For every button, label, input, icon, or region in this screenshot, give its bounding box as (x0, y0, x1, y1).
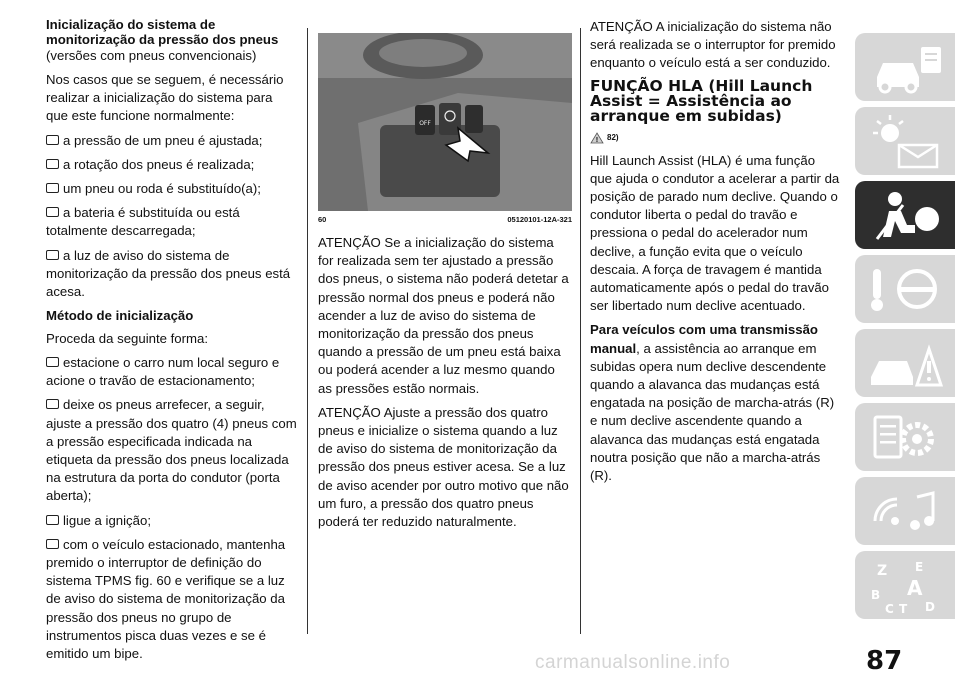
bullet-icon (46, 183, 59, 193)
tab-car-info[interactable] (855, 33, 955, 101)
list-item: estacione o carro num local seguro e acione o travão de estacionamento; (46, 354, 280, 389)
bullet-icon (46, 539, 59, 549)
bullet-icon (46, 515, 59, 525)
list-item: com o veículo estacionado, mantenha premido o interruptor de definição do sistema TPMS fig. 60 e verifique se a luz de aviso do sistema de monitorização da pressão dos pneus no grupo de instrumentos pisca duas vezes e se é emitido um bipe. (46, 536, 286, 661)
figure-caption (318, 215, 572, 224)
section-heading: Inicialização do sistema de monitorização da pressão dos pneus (46, 17, 279, 47)
manual-heading: Para veículos com uma transmissão manual (590, 322, 818, 356)
key-steering-icon (855, 255, 955, 323)
list-item: ligue a ignição; (46, 512, 298, 530)
bullet-icon (46, 207, 59, 217)
index-icon (855, 551, 955, 619)
warning-reference: ! 82) (590, 132, 840, 144)
column-2 (318, 33, 572, 537)
tab-maintenance[interactable] (855, 403, 955, 471)
tab-warning-lights[interactable] (855, 107, 955, 175)
switch-panel-illustration (318, 33, 572, 211)
emergency-icon (855, 329, 955, 397)
tab-starting-driving[interactable] (855, 255, 955, 323)
manual-transmission-text: Para veículos com uma transmissão manual, a assistência ao arranque em subidas opera num declive descendente quando a alavanca das mudanças está engatada na posição de marcha-atrás (R) e num declive ascendente quando a alavanca das mudanças está engatada noutra posição que não a marcha-atrás (R). (590, 322, 835, 484)
bullet-icon (46, 159, 59, 169)
list-item: a bateria é substituída ou está totalmente descarregada; (46, 205, 240, 239)
figure-number: 60 (318, 215, 327, 224)
page-number: 87 (866, 646, 903, 676)
off-label: OFF (419, 120, 431, 127)
list-item: um pneu ou roda é substituído(a); (46, 180, 298, 198)
media-icon (855, 477, 955, 545)
figure-code: 05120101-12A-321 (507, 215, 572, 224)
column-1 (46, 18, 298, 669)
method-intro: Proceda da seguinte forma: (46, 330, 209, 346)
intro-text: Nos casos que se seguem, é necessário realizar a inicialização do sistema para que este funcione normalmente: (46, 72, 284, 124)
svg-text:D: D (925, 600, 935, 614)
attention-paragraph: ATENÇÃO Ajuste a pressão dos quatro pneus e inicialize o sistema quando a luz de aviso do sistema de monitorização da pressão dos pneus estiver acesa. Se a luz de aviso acender por outro motivo que não um furo, a pressão dos quatro pneus poderá ter reduzido naturalmente. (318, 404, 569, 530)
warning-triangle-icon (590, 132, 604, 144)
column-3 (590, 18, 840, 491)
method-heading: Método de inicialização (46, 308, 194, 324)
svg-text:A: A (907, 576, 923, 600)
tab-emergency[interactable] (855, 329, 955, 397)
dashboard-switch-photo (318, 33, 572, 211)
tab-multimedia[interactable] (855, 477, 955, 545)
bullet-icon (46, 357, 59, 367)
attention-paragraph: ATENÇÃO Se a inicialização do sistema for realizada sem ter ajustado a pressão dos pneus, o sistema não poderá detetar a pressão normal dos pneus e poderá não acender a luz de aviso do sistema de monitorização da pressão dos pneus quando a pressão de um pneu está baixa ou poderá acender a luz mesmo quando as pressões estão normais. (318, 235, 569, 396)
service-gears-icon (855, 403, 955, 471)
bullet-icon (46, 135, 59, 145)
column-divider (307, 28, 308, 634)
svg-text:Z: Z (877, 563, 888, 579)
airbag-seat-icon (855, 181, 955, 249)
column-divider (580, 28, 581, 634)
bullet-icon (46, 399, 59, 409)
hla-description: Hill Launch Assist (HLA) é uma função que ajuda o condutor a acelerar a partir da posição de parado num declive. Quando o condutor liberta o pedal do travão e pressiona o pedal do acelerador num declive, a função evita que o veículo descaia. A força de travagem é mantida automaticamente após o pedal do travão ser libertado num declive acentuado. (590, 152, 840, 314)
svg-text:!: ! (595, 135, 599, 144)
list-item: a pressão de um pneu é ajustada; (46, 132, 298, 150)
svg-text:C: C (885, 602, 894, 616)
tab-index[interactable] (855, 551, 955, 619)
chapter-tabs (855, 33, 960, 625)
car-info-icon (855, 33, 955, 101)
list-item: a rotação dos pneus é realizada; (46, 156, 298, 174)
svg-text:B: B (871, 588, 881, 602)
section-subheading: (versões com pneus convencionais) (46, 48, 257, 63)
tab-safety[interactable] (855, 181, 955, 249)
attention-note: ATENÇÃO A inicialização do sistema não será realizada se o interruptor for premido enquanto o veículo está a ser conduzido. (590, 19, 836, 71)
watermark: carmanualsonline.info (535, 652, 731, 673)
list-item: deixe os pneus arrefecer, a seguir, ajuste a pressão dos quatro (4) pneus com a pressão especificada indicada na etiqueta da pressão dos pneus localizada na estrutura da porta do condutor (porta aberta); (46, 397, 297, 504)
bullet-icon (46, 250, 59, 260)
hla-heading: FUNÇÃO HLA (Hill Launch Assist = Assistência ao arranque em subidas) (590, 76, 813, 125)
warning-lights-icon (855, 107, 955, 175)
svg-text:T: T (899, 602, 908, 616)
list-item: a luz de aviso do sistema de monitorização da pressão dos pneus está acesa. (46, 247, 291, 300)
svg-text:E: E (915, 560, 924, 574)
